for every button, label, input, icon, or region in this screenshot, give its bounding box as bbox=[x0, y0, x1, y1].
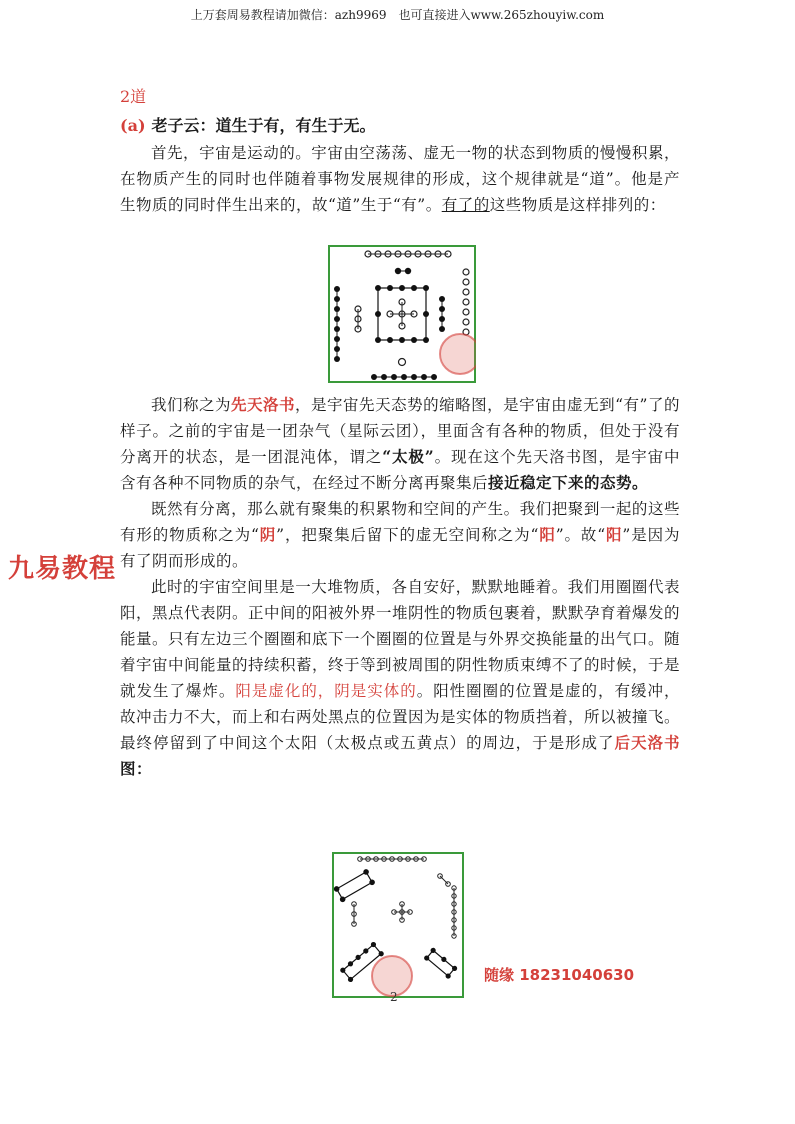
p4-text-2: 。阳性圈圈的位置是虚的，有缓冲，故冲击力不大，而上和右两处黑点的位置因为是实体的物质挡着，所以被撞飞。最终停留到了中间这个太阳（太极点或五黄点）的周边，于是形成了 bbox=[120, 682, 681, 752]
page-number: 2 bbox=[390, 990, 398, 1004]
paragraph-2 bbox=[120, 392, 680, 496]
document-body bbox=[120, 84, 680, 218]
section-title: 2道 bbox=[120, 87, 147, 106]
watermark-logo: 九易教程 bbox=[8, 554, 117, 584]
document-body-2 bbox=[120, 392, 680, 782]
p2-text-2: ，是宇宙先天态势的缩略图，是宇宙由虚无到“有”了的样子。之前的宇宙是一团杂气（星际云团），里面含有各种的物质，但处于没有分离开的状态，是一团混沌体，谓之 bbox=[120, 396, 680, 466]
xiantian-luoshu-figure bbox=[328, 244, 476, 384]
houtian-term: 后天洛书 bbox=[614, 733, 680, 752]
p3-text-2: ”，把聚集后留下的虚无空间称之为“ bbox=[276, 526, 539, 544]
p3-text: 既然有分离，那么就有聚集的积累物和空间的产生。我们把聚到一起的这些有形的物质称之为“ bbox=[120, 500, 680, 544]
p3-text-4: ”是因为有了阴而形成的。 bbox=[120, 526, 680, 570]
p2-bold-end: 接近稳定下来的态势。 bbox=[488, 473, 649, 492]
p2-text-3: 。现在这个先天洛书图，是宇宙中含有各种不同物质的杂气，在经过不断分离再聚集后 bbox=[120, 448, 680, 492]
paragraph-3 bbox=[120, 496, 680, 574]
taiji-term: “太极” bbox=[382, 447, 435, 466]
p4-text: 此时的宇宙空间里是一大堆物质，各自安好，默默地睡着。我们用圈圈代表阳，黑点代表阴。正中间的阳被外界一堆阴性的物质包裹着，默默孕育着爆发的能量。只有左边三个圈圈和底下一个圈圈的位置是与外界交换能量的出气口。随着宇宙中间能量的持续积蓄，终于等到被周围的阴性物质束缚不了的时候，于是就发生了爆炸。 bbox=[120, 578, 681, 700]
p3-text-3: ”。故“ bbox=[555, 526, 606, 544]
seal-stamp bbox=[440, 334, 476, 374]
xiantian-term: 先天洛书 bbox=[231, 395, 296, 414]
p1-text: 首先，宇宙是运动的。宇宙由空荡荡、虚无一物的状态到物质的慢慢积累，在物质产生的同时也伴随着事物发展规律的形成，这个规律就是“道”。他是产生物质的同时伴生出来的，故“道”生于“有”。 bbox=[120, 144, 680, 214]
quote-line bbox=[120, 113, 680, 136]
paragraph-1 bbox=[120, 140, 680, 218]
quote-text: 老子云：道生于有，有生于无。 bbox=[151, 116, 376, 135]
yin-term: 阴 bbox=[259, 525, 277, 544]
quote-label: (a) bbox=[120, 116, 146, 135]
yang-term: 阳 bbox=[538, 525, 556, 544]
p2-text: 我们称之为 bbox=[151, 396, 232, 414]
p1-underlined: 有了的 bbox=[441, 196, 490, 214]
contact-text: 随缘 18231040630 bbox=[484, 966, 635, 984]
houtian-luoshu-figure bbox=[332, 852, 464, 998]
p4-text-end: 图： bbox=[120, 759, 153, 778]
yang-term-2: 阳 bbox=[605, 525, 623, 544]
p1-text-end: 这些物质是这样排列的： bbox=[489, 196, 666, 214]
page-header: 上万套周易教程请加微信：azh9969 也可直接进入www.265zhouyiw.com bbox=[190, 8, 605, 22]
paragraph-4 bbox=[120, 574, 680, 782]
yang-yin-statement: 阳是虚化的，阴是实体的 bbox=[235, 682, 417, 700]
